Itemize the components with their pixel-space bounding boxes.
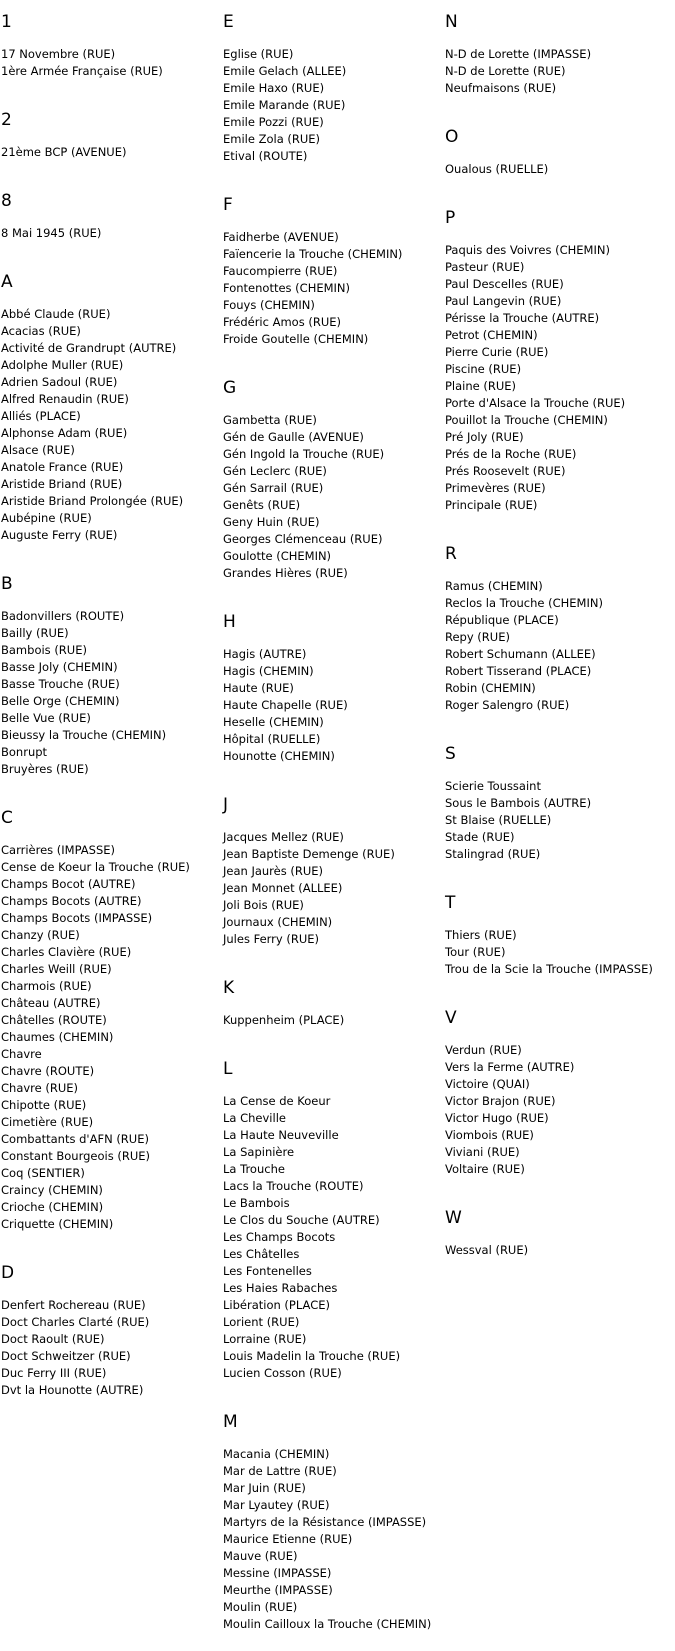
street-link[interactable]: Jean Baptiste Demenge (RUE)	[223, 847, 395, 861]
street-link[interactable]: Trou de la Scie la Trouche (IMPASSE)	[445, 962, 653, 976]
street-link[interactable]: Emile Marande (RUE)	[223, 98, 346, 112]
letter-group	[223, 1412, 441, 1651]
street-link[interactable]: Doct Schweitzer (RUE)	[1, 1349, 131, 1363]
street-link[interactable]: Viombois (RUE)	[445, 1128, 534, 1142]
street-link[interactable]: Paquis des Voivres (CHEMIN)	[445, 243, 610, 257]
group-spacer	[1, 1399, 219, 1417]
street-link[interactable]: Alfred Renaudin (RUE)	[1, 392, 129, 406]
street-link[interactable]: Bailly (RUE)	[1, 626, 69, 640]
street-link[interactable]: Ramus (CHEMIN)	[445, 579, 543, 593]
street-link[interactable]: Grandes Hières (RUE)	[223, 566, 348, 580]
street-link[interactable]: Duc Ferry III (RUE)	[1, 1366, 107, 1380]
street-link[interactable]: Châtelles (ROUTE)	[1, 1013, 107, 1027]
street-link[interactable]: Lorraine (RUE)	[223, 1332, 307, 1346]
letter-heading: M	[223, 1412, 238, 1432]
street-link[interactable]: Faïencerie la Trouche (CHEMIN)	[223, 247, 403, 261]
street-link[interactable]: Adrien Sadoul (RUE)	[1, 375, 118, 389]
street-link[interactable]: N-D de Lorette (RUE)	[445, 64, 566, 78]
street-link[interactable]: Cimetière (RUE)	[1, 1115, 94, 1129]
street-link[interactable]: Emile Pozzi (RUE)	[223, 115, 324, 129]
letter-heading: R	[445, 544, 457, 564]
street-link[interactable]: Messine (IMPASSE)	[223, 1566, 332, 1580]
street-link[interactable]: Mauve (RUE)	[223, 1549, 298, 1563]
letter-group	[223, 978, 441, 1047]
group-spacer	[445, 1259, 675, 1277]
street-link[interactable]: Carrières (IMPASSE)	[1, 843, 116, 857]
street-link[interactable]: Primevères (RUE)	[445, 481, 546, 495]
street-link[interactable]: Geny Huin (RUE)	[223, 515, 320, 529]
group-spacer	[223, 165, 441, 183]
letter-group	[223, 1059, 441, 1400]
group-spacer	[445, 1178, 675, 1196]
street-link[interactable]: Les Châtelles	[223, 1247, 300, 1261]
street-link[interactable]: Belle Orge (CHEMIN)	[1, 694, 120, 708]
street-link[interactable]: Anatole France (RUE)	[1, 460, 124, 474]
group-spacer	[445, 514, 675, 532]
letter-group	[445, 744, 675, 881]
group-spacer	[445, 863, 675, 881]
street-link[interactable]: Frédéric Amos (RUE)	[223, 315, 342, 329]
street-link[interactable]: Georges Clémenceau (RUE)	[223, 532, 383, 546]
street-link[interactable]: 8 Mai 1945 (RUE)	[1, 226, 102, 240]
street-link[interactable]: Petrot (CHEMIN)	[445, 328, 538, 342]
street-link[interactable]: Haute (RUE)	[223, 681, 294, 695]
street-link[interactable]: Pasteur (RUE)	[445, 260, 525, 274]
street-link[interactable]: Mar de Lattre (RUE)	[223, 1464, 337, 1478]
letter-heading: B	[1, 574, 13, 594]
street-link[interactable]: Abbé Claude (RUE)	[1, 307, 111, 321]
group-spacer	[445, 178, 675, 196]
street-link[interactable]: Pierre Curie (RUE)	[445, 345, 549, 359]
street-link[interactable]: Plaine (RUE)	[445, 379, 517, 393]
letter-group	[223, 12, 441, 183]
street-link[interactable]: Paul Langevin (RUE)	[445, 294, 562, 308]
street-column-3	[445, 0, 675, 1277]
street-link[interactable]: République (PLACE)	[445, 613, 559, 627]
street-link[interactable]: Genêts (RUE)	[223, 498, 301, 512]
letter-group	[445, 127, 675, 196]
street-link[interactable]: Verdun (RUE)	[445, 1043, 522, 1057]
group-spacer	[223, 1633, 441, 1651]
letter-group	[445, 1208, 675, 1277]
street-link[interactable]: Bieussy la Trouche (CHEMIN)	[1, 728, 167, 742]
letter-heading: C	[1, 808, 13, 828]
street-link[interactable]: Piscine (RUE)	[445, 362, 522, 376]
letter-heading: D	[1, 1263, 15, 1283]
street-column-1	[1, 0, 219, 1417]
letter-heading: A	[1, 272, 13, 292]
letter-heading: L	[223, 1059, 233, 1079]
street-link[interactable]: Adolphe Muller (RUE)	[1, 358, 124, 372]
street-link[interactable]: Hagis (AUTRE)	[223, 647, 307, 661]
group-spacer	[223, 948, 441, 966]
street-link[interactable]: Victor Brajon (RUE)	[445, 1094, 556, 1108]
street-link[interactable]: Martyrs de la Résistance (IMPASSE)	[223, 1515, 427, 1529]
street-link[interactable]: Maurice Etienne (RUE)	[223, 1532, 353, 1546]
street-link[interactable]: Aubépine (RUE)	[1, 511, 92, 525]
street-link[interactable]: Gén de Gaulle (AVENUE)	[223, 430, 364, 444]
group-spacer	[445, 97, 675, 115]
street-link[interactable]: Périsse la Trouche (AUTRE)	[445, 311, 600, 325]
street-link[interactable]: Jacques Mellez (RUE)	[223, 830, 344, 844]
street-link[interactable]: Viviani (RUE)	[445, 1145, 520, 1159]
letter-group	[1, 12, 219, 98]
street-link[interactable]: Emile Gelach (ALLEE)	[223, 64, 347, 78]
letter-heading: T	[445, 893, 456, 913]
letter-heading: O	[445, 127, 459, 147]
street-link[interactable]: Robert Tisserand (PLACE)	[445, 664, 592, 678]
street-link[interactable]: La Cense de Koeur	[223, 1094, 331, 1108]
group-spacer	[223, 1382, 441, 1400]
street-link[interactable]: Crioche (CHEMIN)	[1, 1200, 104, 1214]
street-link[interactable]: Chaumes (CHEMIN)	[1, 1030, 114, 1044]
street-link[interactable]: Stalingrad (RUE)	[445, 847, 541, 861]
street-link[interactable]: Prés Roosevelt (RUE)	[445, 464, 566, 478]
letter-heading: P	[445, 208, 456, 228]
street-link[interactable]: Fouys (CHEMIN)	[223, 298, 315, 312]
letter-heading: K	[223, 978, 235, 998]
street-link[interactable]: Sous le Bambois (AUTRE)	[445, 796, 592, 810]
letter-heading: J	[223, 795, 229, 815]
street-link[interactable]: Pré Joly (RUE)	[445, 430, 524, 444]
street-link[interactable]: Doct Charles Clarté (RUE)	[1, 1315, 150, 1329]
letter-group	[1, 110, 219, 179]
street-link[interactable]: Paul Descelles (RUE)	[445, 277, 564, 291]
letter-group	[445, 544, 675, 732]
street-link[interactable]: Basse Joly (CHEMIN)	[1, 660, 118, 674]
street-link[interactable]: Victoire (QUAI)	[445, 1077, 530, 1091]
street-link[interactable]: La Trouche	[223, 1162, 285, 1176]
street-link[interactable]: Bruyères (RUE)	[1, 762, 89, 776]
group-spacer	[445, 978, 675, 996]
street-link[interactable]: Faucompierre (RUE)	[223, 264, 338, 278]
street-link[interactable]: Libération (PLACE)	[223, 1298, 330, 1312]
group-spacer	[1, 242, 219, 260]
group-spacer	[1, 80, 219, 98]
street-link[interactable]: Lacs la Trouche (ROUTE)	[223, 1179, 364, 1193]
street-link[interactable]: Basse Trouche (RUE)	[1, 677, 120, 691]
group-spacer	[223, 582, 441, 600]
letter-group	[1, 1263, 219, 1417]
street-link[interactable]: Hagis (CHEMIN)	[223, 664, 314, 678]
street-link[interactable]: Joli Bois (RUE)	[223, 898, 304, 912]
street-link[interactable]: Denfert Rochereau (RUE)	[1, 1298, 146, 1312]
letter-group	[445, 893, 675, 996]
group-spacer	[445, 714, 675, 732]
letter-group	[1, 272, 219, 562]
street-link[interactable]: Champs Bocots (IMPASSE)	[1, 911, 153, 925]
street-link[interactable]: Le Clos du Souche (AUTRE)	[223, 1213, 380, 1227]
street-link[interactable]: Scierie Toussaint	[445, 779, 541, 793]
street-link[interactable]: Charmois (RUE)	[1, 979, 92, 993]
street-link[interactable]: Chavre (RUE)	[1, 1081, 79, 1095]
street-link[interactable]: Château (AUTRE)	[1, 996, 101, 1010]
street-link[interactable]: Porte d'Alsace la Trouche (RUE)	[445, 396, 626, 410]
street-link[interactable]: Lorient (RUE)	[223, 1315, 300, 1329]
street-link[interactable]: Heselle (CHEMIN)	[223, 715, 324, 729]
street-link[interactable]: Moulin Cailloux la Trouche (CHEMIN)	[223, 1617, 432, 1631]
street-link[interactable]: Chavre	[1, 1047, 42, 1061]
street-link[interactable]: Doct Raoult (RUE)	[1, 1332, 105, 1346]
street-link[interactable]: Lucien Cosson (RUE)	[223, 1366, 342, 1380]
street-link[interactable]: Les Haies Rabaches	[223, 1281, 338, 1295]
street-link[interactable]: Jules Ferry (RUE)	[223, 932, 320, 946]
letter-heading: H	[223, 612, 236, 632]
letter-heading: 2	[1, 110, 12, 130]
group-spacer	[223, 765, 441, 783]
street-link[interactable]: Aristide Briand (RUE)	[1, 477, 123, 491]
group-spacer	[223, 348, 441, 366]
street-link[interactable]: La Haute Neuveville	[223, 1128, 339, 1142]
street-link[interactable]: Robin (CHEMIN)	[445, 681, 536, 695]
street-link[interactable]: Victor Hugo (RUE)	[445, 1111, 549, 1125]
street-link[interactable]: Alsace (RUE)	[1, 443, 75, 457]
street-link[interactable]: Acacias (RUE)	[1, 324, 81, 338]
letter-heading: 1	[1, 12, 12, 32]
street-link[interactable]: Dvt la Hounotte (AUTRE)	[1, 1383, 144, 1397]
street-link[interactable]: Oualous (RUELLE)	[445, 162, 549, 176]
street-link[interactable]: Mar Lyautey (RUE)	[223, 1498, 330, 1512]
street-link[interactable]: Louis Madelin la Trouche (RUE)	[223, 1349, 401, 1363]
street-link[interactable]: 1ère Armée Française (RUE)	[1, 64, 163, 78]
street-link[interactable]: Kuppenheim (PLACE)	[223, 1013, 345, 1027]
street-link[interactable]: Charles Weill (RUE)	[1, 962, 112, 976]
street-link[interactable]: Gén Sarrail (RUE)	[223, 481, 324, 495]
street-link[interactable]: Voltaire (RUE)	[445, 1162, 525, 1176]
letter-heading: G	[223, 378, 237, 398]
street-link[interactable]: Alliés (PLACE)	[1, 409, 81, 423]
letter-heading: E	[223, 12, 234, 32]
letter-heading: 8	[1, 191, 12, 211]
street-link[interactable]: Principale (RUE)	[445, 498, 538, 512]
street-link[interactable]: Craincy (CHEMIN)	[1, 1183, 103, 1197]
street-link[interactable]: Wessval (RUE)	[445, 1243, 529, 1257]
street-link[interactable]: Emile Zola (RUE)	[223, 132, 321, 146]
street-link[interactable]: Roger Salengro (RUE)	[445, 698, 570, 712]
group-spacer	[1, 778, 219, 796]
street-link[interactable]: Alphonse Adam (RUE)	[1, 426, 128, 440]
street-link[interactable]: St Blaise (RUELLE)	[445, 813, 552, 827]
street-link[interactable]: Jean Jaurès (RUE)	[223, 864, 324, 878]
street-link[interactable]: Neufmaisons (RUE)	[445, 81, 557, 95]
street-link[interactable]: Goulotte (CHEMIN)	[223, 549, 332, 563]
street-link[interactable]: Haute Chapelle (RUE)	[223, 698, 348, 712]
letter-group	[223, 795, 441, 966]
street-link[interactable]: Aristide Briand Prolongée (RUE)	[1, 494, 184, 508]
letter-heading: W	[445, 1208, 462, 1228]
street-link[interactable]: Champs Bocots (AUTRE)	[1, 894, 142, 908]
street-link[interactable]: 21ème BCP (AVENUE)	[1, 145, 127, 159]
street-link[interactable]: Hôpital (RUELLE)	[223, 732, 321, 746]
street-link[interactable]: Les Champs Bocots	[223, 1230, 336, 1244]
street-link[interactable]: La Cheville	[223, 1111, 286, 1125]
street-link[interactable]: Criquette (CHEMIN)	[1, 1217, 114, 1231]
letter-group	[445, 208, 675, 532]
street-link[interactable]: Chanzy (RUE)	[1, 928, 80, 942]
street-link[interactable]: Belle Vue (RUE)	[1, 711, 91, 725]
letter-heading: N	[445, 12, 458, 32]
street-link[interactable]: Stade (RUE)	[445, 830, 515, 844]
street-link[interactable]: Les Fontenelles	[223, 1264, 312, 1278]
street-link[interactable]: Moulin (RUE)	[223, 1600, 298, 1614]
letter-group	[223, 612, 441, 783]
street-link[interactable]: Chavre (ROUTE)	[1, 1064, 95, 1078]
street-link[interactable]: Auguste Ferry (RUE)	[1, 528, 118, 542]
street-link[interactable]: Gén Ingold la Trouche (RUE)	[223, 447, 385, 461]
street-link[interactable]: Robert Schumann (ALLEE)	[445, 647, 596, 661]
street-link[interactable]: Etival (ROUTE)	[223, 149, 308, 163]
letter-group	[1, 191, 219, 260]
street-link[interactable]: Coq (SENTIER)	[1, 1166, 85, 1180]
letter-group	[1, 808, 219, 1251]
street-link[interactable]: Meurthe (IMPASSE)	[223, 1583, 333, 1597]
letter-heading: F	[223, 195, 233, 215]
street-link[interactable]: Journaux (CHEMIN)	[223, 915, 333, 929]
street-link[interactable]: Gén Leclerc (RUE)	[223, 464, 327, 478]
street-link[interactable]: 17 Novembre (RUE)	[1, 47, 116, 61]
letter-heading: S	[445, 744, 456, 764]
street-link[interactable]: Vers la Ferme (AUTRE)	[445, 1060, 575, 1074]
street-link[interactable]: Jean Monnet (ALLEE)	[223, 881, 343, 895]
street-link[interactable]: Bambois (RUE)	[1, 643, 87, 657]
letter-group	[223, 195, 441, 366]
street-link[interactable]: Froide Goutelle (CHEMIN)	[223, 332, 369, 346]
street-link[interactable]: Eglise (RUE)	[223, 47, 294, 61]
letter-group	[223, 378, 441, 600]
letter-group	[445, 12, 675, 115]
street-link[interactable]: La Sapinière	[223, 1145, 295, 1159]
street-link[interactable]: Faidherbe (AVENUE)	[223, 230, 339, 244]
letter-group	[445, 1008, 675, 1196]
group-spacer	[1, 1233, 219, 1251]
street-link[interactable]: Prés de la Roche (RUE)	[445, 447, 577, 461]
street-link[interactable]: Chipotte (RUE)	[1, 1098, 87, 1112]
street-link[interactable]: Macania (CHEMIN)	[223, 1447, 330, 1461]
street-link[interactable]: Cense de Koeur la Trouche (RUE)	[1, 860, 190, 874]
street-link[interactable]: Reclos la Trouche (CHEMIN)	[445, 596, 603, 610]
street-link[interactable]: Le Bambois	[223, 1196, 290, 1210]
street-link[interactable]: Bonrupt	[1, 745, 48, 759]
street-link[interactable]: Constant Bourgeois (RUE)	[1, 1149, 150, 1163]
street-link[interactable]: Badonvillers (ROUTE)	[1, 609, 125, 623]
street-link[interactable]: Tour (RUE)	[445, 945, 506, 959]
street-link[interactable]: Pouillot la Trouche (CHEMIN)	[445, 413, 608, 427]
street-link[interactable]: Emile Haxo (RUE)	[223, 81, 325, 95]
letter-heading: V	[445, 1008, 457, 1028]
group-spacer	[1, 161, 219, 179]
street-link[interactable]: Thiers (RUE)	[445, 928, 517, 942]
street-link[interactable]: Activité de Grandrupt (AUTRE)	[1, 341, 177, 355]
street-column-2	[223, 0, 441, 1651]
street-link[interactable]: Combattants d'AFN (RUE)	[1, 1132, 149, 1146]
street-link[interactable]: Gambetta (RUE)	[223, 413, 317, 427]
street-link[interactable]: Repy (RUE)	[445, 630, 510, 644]
street-link[interactable]: N-D de Lorette (IMPASSE)	[445, 47, 592, 61]
street-link[interactable]: Fontenottes (CHEMIN)	[223, 281, 351, 295]
street-link[interactable]: Champs Bocot (AUTRE)	[1, 877, 136, 891]
street-link[interactable]: Mar Juin (RUE)	[223, 1481, 306, 1495]
group-spacer	[1, 544, 219, 562]
letter-group	[1, 574, 219, 796]
street-link[interactable]: Charles Clavière (RUE)	[1, 945, 132, 959]
group-spacer	[223, 1029, 441, 1047]
street-link[interactable]: Hounotte (CHEMIN)	[223, 749, 335, 763]
